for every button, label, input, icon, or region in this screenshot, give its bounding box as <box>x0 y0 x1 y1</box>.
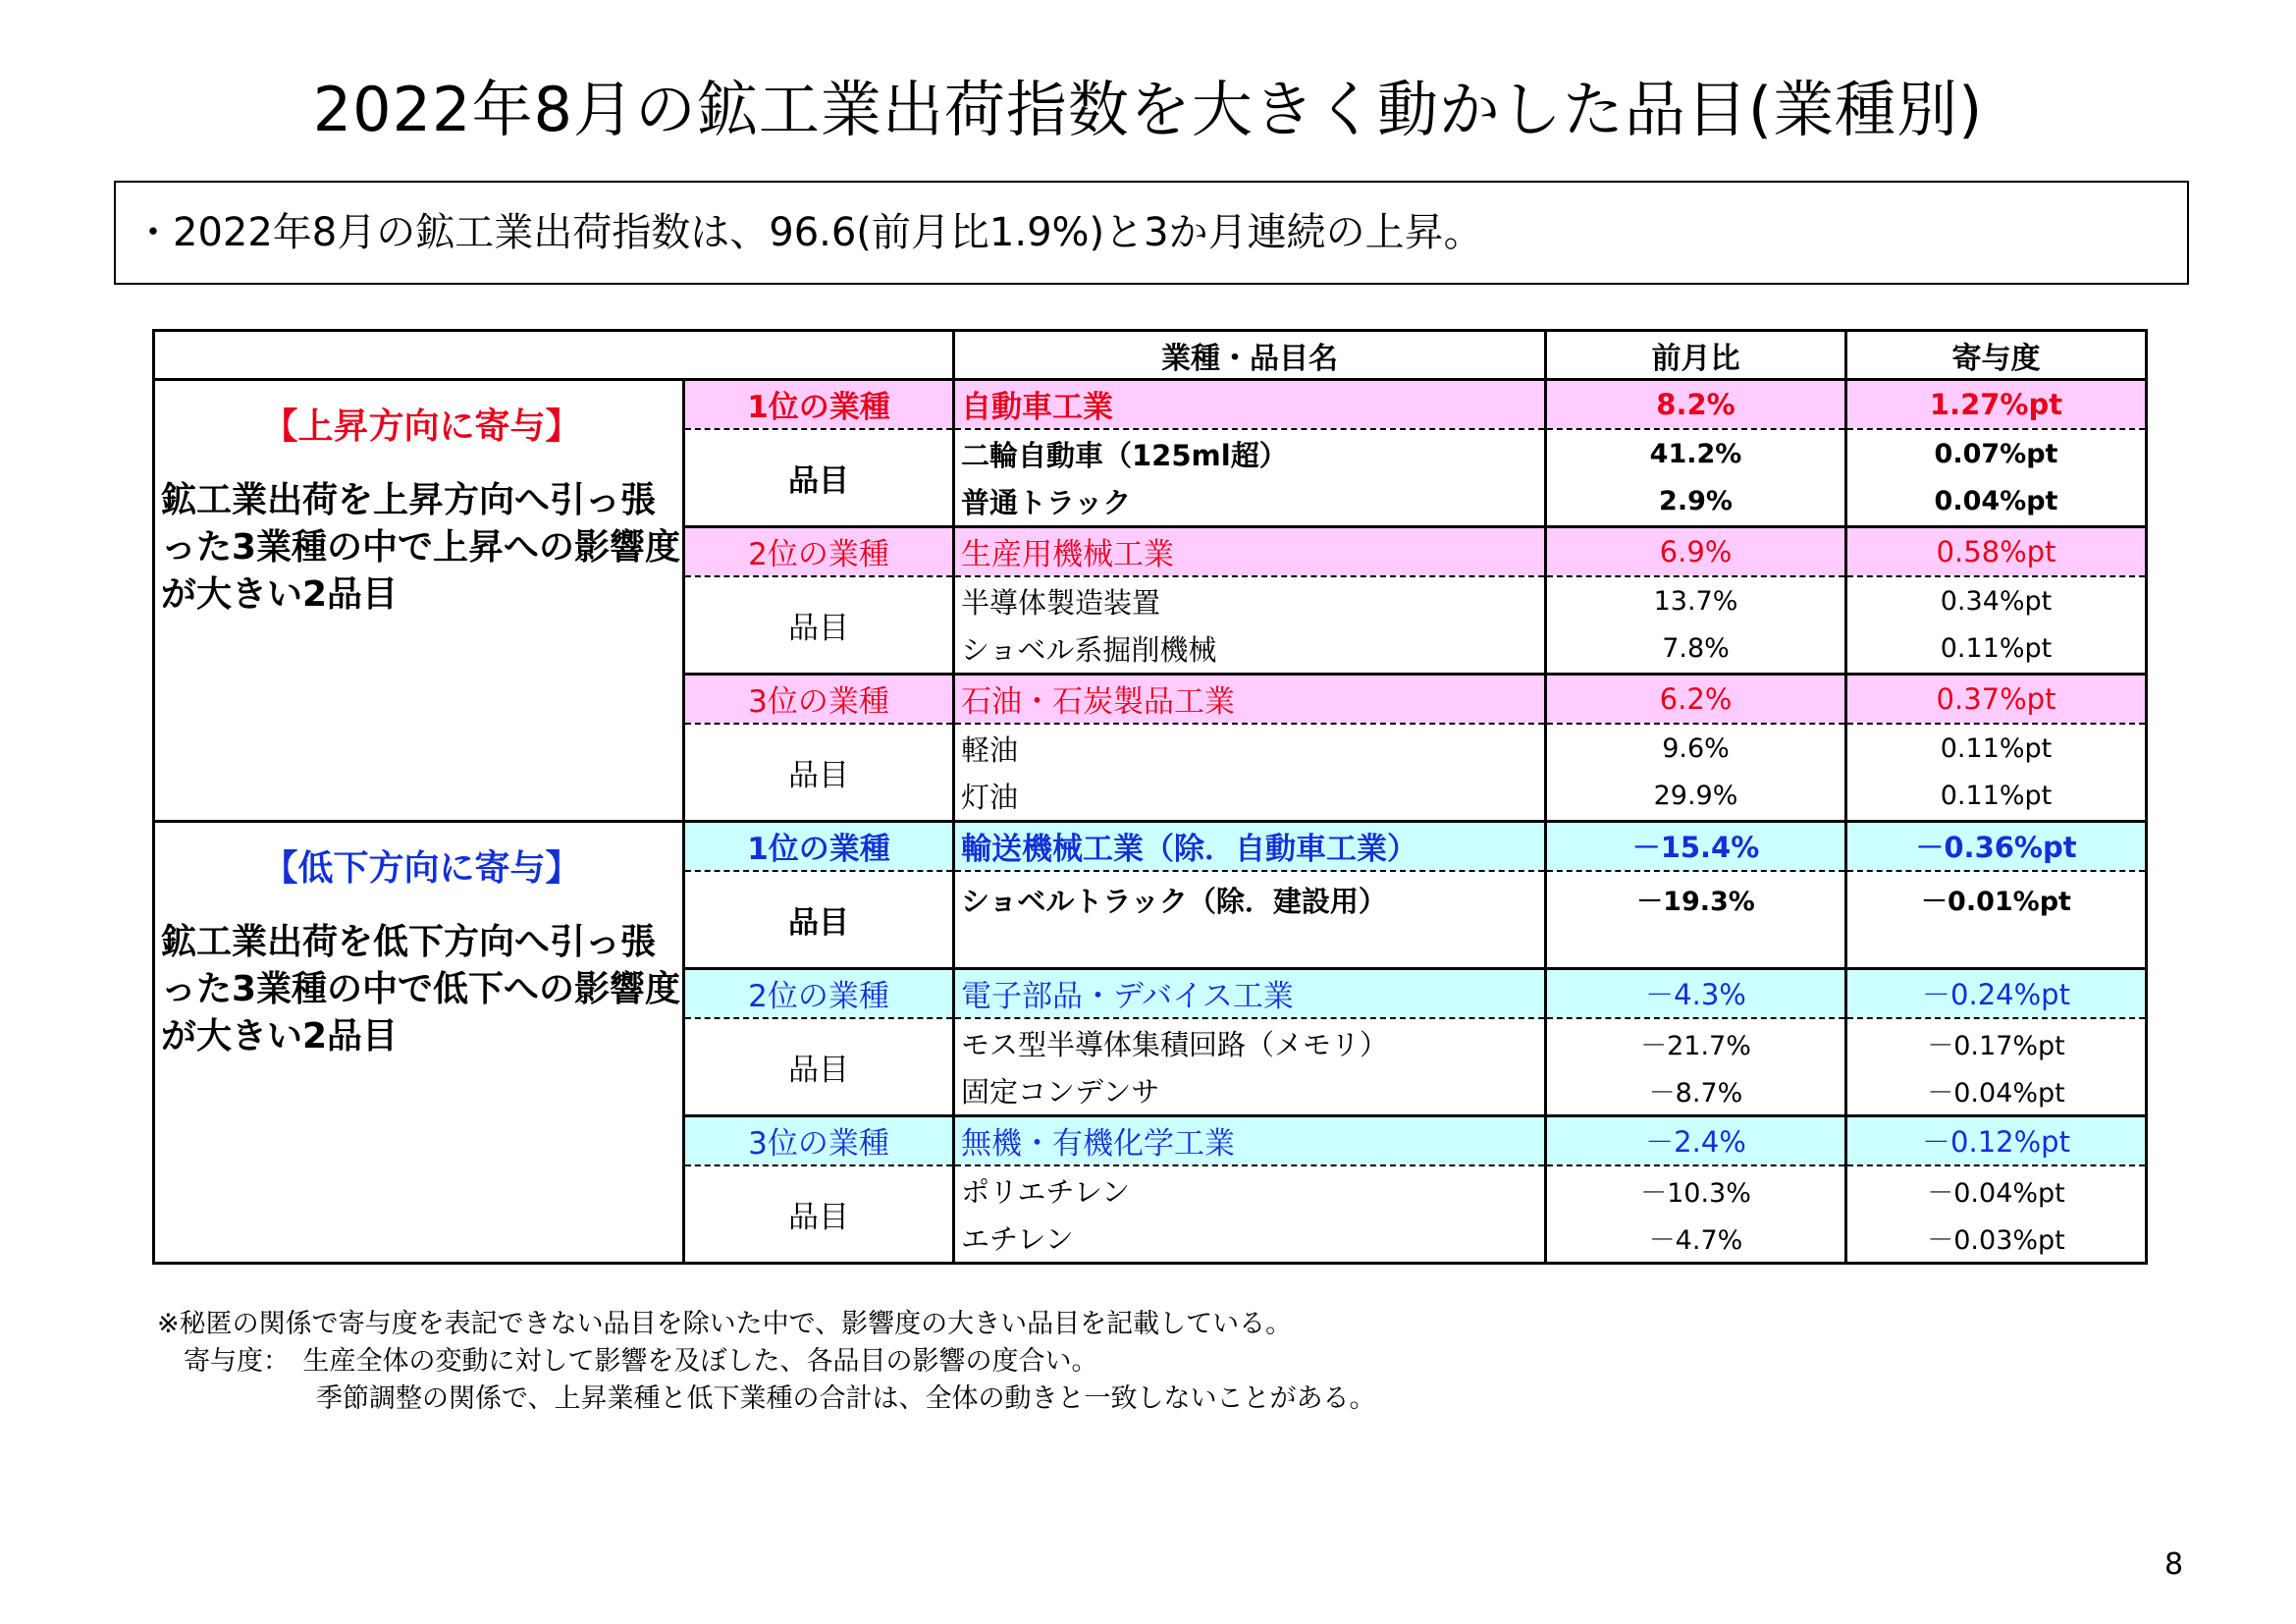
industry-contrib: 1.27%pt <box>1846 380 2147 429</box>
item-contrib: －0.01%pt <box>1846 871 2147 969</box>
item-name: 灯油 <box>954 773 1546 822</box>
contribution-table <box>152 329 2148 1265</box>
up-rank1-row <box>154 380 2147 429</box>
page-title: 2022年8月の鉱工業出荷指数を大きく動かした品目(業種別) <box>312 74 1984 145</box>
item-label: 品目 <box>684 1165 954 1264</box>
footnote-line: ※秘匿の関係で寄与度を表記できない品目を除いた中で、影響度の大きい品目を記載している。 <box>157 1309 1293 1339</box>
industry-name: 無機・有機化学工業 <box>954 1116 1546 1165</box>
rank-label: 2位の業種 <box>684 527 954 576</box>
item-label: 品目 <box>684 576 954 675</box>
industry-mom: 6.9% <box>1546 527 1846 576</box>
down-section-label <box>154 822 684 1264</box>
item-name: 普通トラック <box>954 478 1546 527</box>
item-label: 品目 <box>684 724 954 822</box>
item-mom: －19.3% <box>1546 871 1846 969</box>
page-number: 8 <box>2164 1547 2184 1582</box>
industry-name: 電子部品・デバイス工業 <box>954 969 1546 1018</box>
item-name: 二輪自動車（125ml超） <box>954 429 1546 478</box>
header-blank <box>154 331 954 380</box>
industry-mom: －15.4% <box>1546 822 1846 871</box>
header-contrib: 寄与度 <box>1846 331 2147 380</box>
item-mom: －10.3% <box>1546 1165 1846 1215</box>
rank-label: 3位の業種 <box>684 1116 954 1165</box>
item-contrib: －0.17%pt <box>1846 1018 2147 1067</box>
header-name: 業種・品目名 <box>954 331 1546 380</box>
up-heading: 【上昇方向に寄与】 <box>262 406 581 447</box>
industry-contrib: －0.12%pt <box>1846 1116 2147 1165</box>
item-name: ショベルトラック（除．建設用） <box>954 871 1546 969</box>
item-name: エチレン <box>954 1215 1546 1264</box>
summary-text: ・2022年8月の鉱工業出荷指数は、96.6(前月比1.9%)と3か月連続の上昇。 <box>133 210 1483 255</box>
down-rank1-row <box>154 822 2147 871</box>
item-mom: 9.6% <box>1546 724 1846 773</box>
industry-name: 自動車工業 <box>954 380 1546 429</box>
down-description: 鉱工業出荷を低下方向へ引っ張った3業種の中で低下への影響度が大きい2品目 <box>161 922 681 1056</box>
table-header-row <box>154 331 2147 380</box>
industry-contrib: －0.36%pt <box>1846 822 2147 871</box>
industry-contrib: 0.37%pt <box>1846 675 2147 724</box>
item-name: ショベル系掘削機械 <box>954 625 1546 675</box>
industry-contrib: －0.24%pt <box>1846 969 2147 1018</box>
item-contrib: 0.11%pt <box>1846 625 2147 675</box>
item-contrib: 0.04%pt <box>1846 478 2147 527</box>
item-name: ポリエチレン <box>954 1165 1546 1215</box>
item-contrib: －0.03%pt <box>1846 1215 2147 1264</box>
item-name: 軽油 <box>954 724 1546 773</box>
rank-label: 1位の業種 <box>684 822 954 871</box>
industry-mom: 6.2% <box>1546 675 1846 724</box>
rank-label: 1位の業種 <box>684 380 954 429</box>
header-mom: 前月比 <box>1546 331 1846 380</box>
footnote-line: 寄与度： 生産全体の変動に対して影響を及ぼした、各品目の影響の度合い。 <box>157 1346 1098 1377</box>
up-description: 鉱工業出荷を上昇方向へ引っ張った3業種の中で上昇への影響度が大きい2品目 <box>161 480 681 615</box>
item-mom: －4.7% <box>1546 1215 1846 1264</box>
rank-label: 2位の業種 <box>684 969 954 1018</box>
industry-mom: －2.4% <box>1546 1116 1846 1165</box>
item-name: 半導体製造装置 <box>954 576 1546 625</box>
item-mom: 7.8% <box>1546 625 1846 675</box>
item-mom: 2.9% <box>1546 478 1846 527</box>
rank-label: 3位の業種 <box>684 675 954 724</box>
item-contrib: 0.34%pt <box>1846 576 2147 625</box>
item-mom: 29.9% <box>1546 773 1846 822</box>
item-mom: 41.2% <box>1546 429 1846 478</box>
item-contrib: －0.04%pt <box>1846 1165 2147 1215</box>
item-contrib: 0.11%pt <box>1846 773 2147 822</box>
industry-mom: 8.2% <box>1546 380 1846 429</box>
industry-name: 石油・石炭製品工業 <box>954 675 1546 724</box>
item-label: 品目 <box>684 1018 954 1116</box>
item-mom: －21.7% <box>1546 1018 1846 1067</box>
item-mom: －8.7% <box>1546 1067 1846 1116</box>
industry-mom: －4.3% <box>1546 969 1846 1018</box>
item-label: 品目 <box>684 429 954 527</box>
up-section-label <box>154 380 684 822</box>
item-label: 品目 <box>684 871 954 969</box>
down-heading: 【低下方向に寄与】 <box>262 848 581 889</box>
item-contrib: －0.04%pt <box>1846 1067 2147 1116</box>
item-name: 固定コンデンサ <box>954 1067 1546 1116</box>
item-contrib: 0.11%pt <box>1846 724 2147 773</box>
item-name: モス型半導体集積回路（メモリ） <box>954 1018 1546 1067</box>
footnotes <box>157 1306 1375 1418</box>
item-contrib: 0.07%pt <box>1846 429 2147 478</box>
summary-box <box>114 181 2189 285</box>
footnote-line: 季節調整の関係で、上昇業種と低下業種の合計は、全体の動きと一致しないことがある。 <box>157 1383 1376 1414</box>
industry-name: 輸送機械工業（除．自動車工業） <box>954 822 1546 871</box>
industry-contrib: 0.58%pt <box>1846 527 2147 576</box>
industry-name: 生産用機械工業 <box>954 527 1546 576</box>
item-mom: 13.7% <box>1546 576 1846 625</box>
